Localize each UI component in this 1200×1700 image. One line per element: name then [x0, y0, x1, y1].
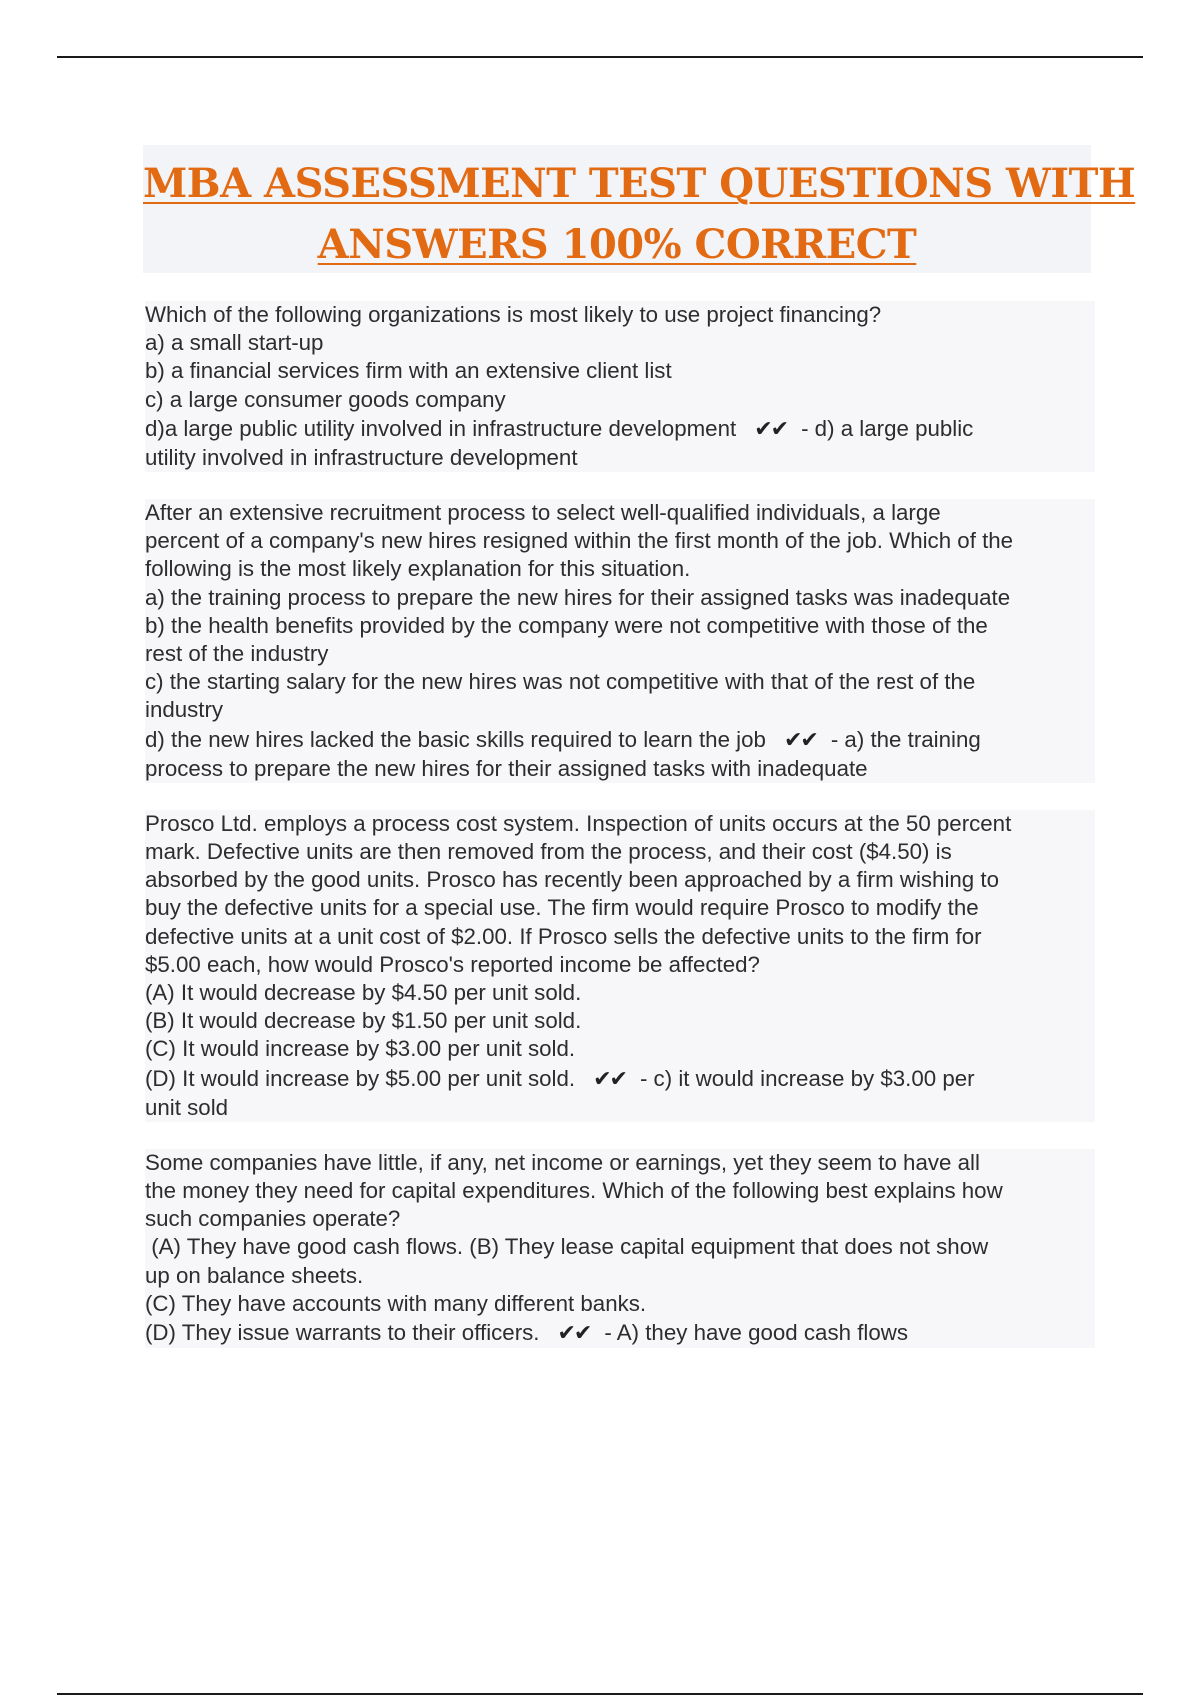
- question-3-text-line: buy the defective units for a special use. The firm would require Prosco to modify the: [145, 895, 979, 921]
- question-3-text-line: Prosco Ltd. employs a process cost system. Inspection of units occurs at the 50 percent: [145, 810, 1012, 836]
- question-4-text-line: the money they need for capital expenditures. Which of the following best explains how: [145, 1178, 1003, 1204]
- question-1-answer-line: [145, 414, 1095, 444]
- question-block-1: [145, 301, 1095, 472]
- question-2-text-line: After an extensive recruitment process to select well-qualified individuals, a large: [145, 500, 941, 526]
- question-3-answer-continued: unit sold: [145, 1094, 229, 1120]
- question-block-2: [145, 499, 1095, 783]
- question-4-text-line: Some companies have little, if any, net income or earnings, yet they seem to have all: [145, 1149, 980, 1175]
- question-1-answer: - d) a large public: [801, 415, 974, 441]
- title-line-1: MBA ASSESSMENT TEST QUESTIONS WITH: [143, 160, 1136, 207]
- document-title: [143, 145, 1136, 273]
- question-3-answer: - c) it would increase by $3.00 per: [639, 1065, 975, 1091]
- question-4-option-c: (C) They have accounts with many different banks.: [145, 1290, 647, 1316]
- question-4-answer-line: [145, 1318, 1095, 1348]
- question-2-text-line: following is the most likely explanation for this situation.: [145, 556, 691, 582]
- question-1-option-c: c) a large consumer goods company: [145, 386, 506, 412]
- double-check-icon: ✔✔: [593, 1065, 626, 1091]
- question-2-option-b: b) the health benefits provided by the company were not competitive with those of the: [145, 612, 988, 638]
- question-3-option-d: (D) It would increase by $5.00 per unit sold.: [145, 1065, 576, 1091]
- double-check-icon: ✔✔: [557, 1320, 591, 1346]
- question-4-text-line: such companies operate?: [145, 1206, 401, 1232]
- question-block-4: [145, 1149, 1095, 1348]
- question-1-option-d: d)a large public utility involved in infrastructure development: [145, 415, 737, 441]
- title-line-2: ANSWERS 100% CORRECT: [317, 221, 917, 268]
- question-2-option-a: a) the training process to prepare the new hires for their assigned tasks was inadequate: [145, 584, 1011, 610]
- question-2-option-c: c) the starting salary for the new hires was not competitive with that of the rest of the: [145, 669, 976, 695]
- question-4-options-a-b: (A) They have good cash flows. (B) They lease capital equipment that does not show: [145, 1234, 989, 1260]
- question-3-text-line: defective units at a unit cost of $2.00. If Prosco sells the defective units to the firm for: [145, 923, 982, 949]
- question-3-answer-line: [145, 1064, 1095, 1094]
- question-4-option-d: (D) They issue warrants to their officers.: [145, 1320, 540, 1346]
- question-list: [145, 301, 1095, 1375]
- question-2-option-b-continued: rest of the industry: [145, 641, 329, 667]
- question-3-option-b: (B) It would decrease by $1.50 per unit sold.: [145, 1008, 582, 1034]
- top-divider: [57, 56, 1143, 58]
- question-3-option-a: (A) It would decrease by $4.50 per unit sold.: [145, 980, 582, 1006]
- question-4-option-b-continued: up on balance sheets.: [145, 1262, 364, 1288]
- question-2-answer-line: [145, 725, 1095, 755]
- question-2-text-line: percent of a company's new hires resigned within the first month of the job. Which of the: [145, 528, 1014, 554]
- question-4-answer: - A) they have good cash flows: [604, 1320, 908, 1346]
- question-2-answer-continued: process to prepare the new hires for their assigned tasks with inadequate: [145, 755, 868, 781]
- bottom-divider: [57, 1693, 1143, 1695]
- question-3-text-line: $5.00 each, how would Prosco's reported income be affected?: [145, 951, 760, 977]
- double-check-icon: ✔✔: [783, 726, 817, 752]
- question-2-option-d: d) the new hires lacked the basic skills required to learn the job: [145, 726, 766, 752]
- question-1-option-a: a) a small start-up: [145, 330, 324, 356]
- question-2-answer: - a) the training: [830, 726, 981, 752]
- question-3-text-line: absorbed by the good units. Prosco has recently been approached by a firm wishing to: [145, 867, 999, 893]
- question-1-option-b: b) a financial services firm with an extensive client list: [145, 358, 672, 384]
- question-block-3: [145, 810, 1095, 1122]
- question-2-option-c-continued: industry: [145, 697, 224, 723]
- question-3-option-c: (C) It would increase by $3.00 per unit sold.: [145, 1036, 576, 1062]
- question-1-text: Which of the following organizations is most likely to use project financing?: [145, 302, 882, 327]
- question-3-text-line: mark. Defective units are then removed from the process, and their cost ($4.50) is: [145, 839, 952, 865]
- question-1-answer-continued: utility involved in infrastructure development: [145, 444, 578, 470]
- double-check-icon: ✔✔: [754, 415, 788, 441]
